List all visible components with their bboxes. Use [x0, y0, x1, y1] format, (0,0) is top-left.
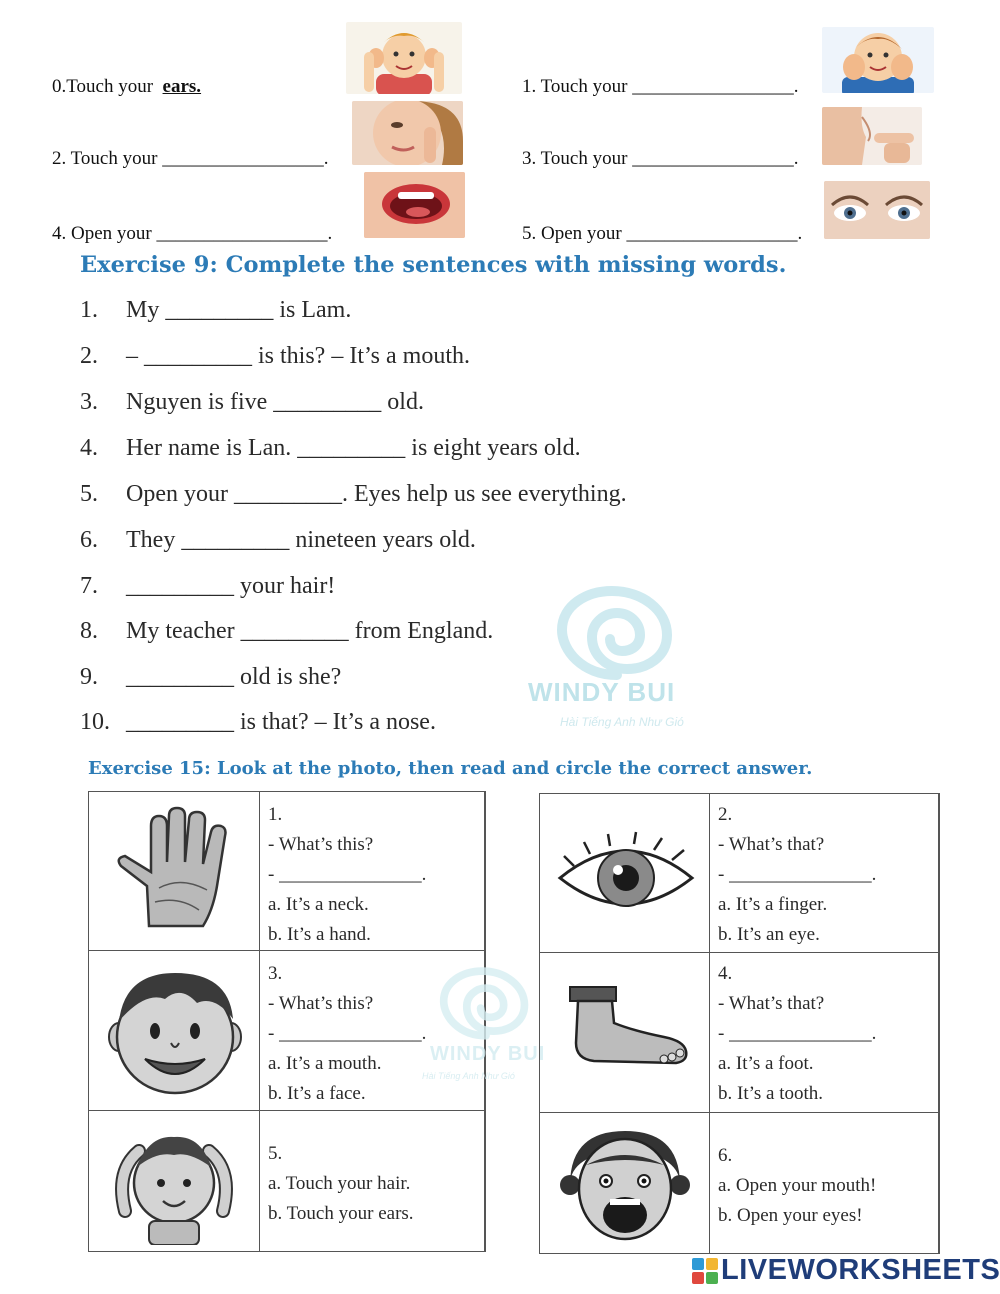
watermark-brand: WINDY BUI	[430, 1043, 546, 1065]
liveworksheets-logo-icon	[692, 1258, 718, 1284]
ex9-item-text: My _________ is Lam.	[126, 297, 352, 323]
ex9-item-text: _________ your hair!	[126, 573, 336, 599]
cell-number: 2.	[718, 804, 733, 825]
exercise-15-right-table	[539, 793, 940, 1254]
ex9-item-num: 7.	[80, 573, 98, 599]
question-cell-1	[260, 792, 485, 951]
cell-number: 1.	[268, 804, 283, 825]
boy-face-icon	[105, 965, 245, 1097]
ex9-item-4	[80, 435, 581, 462]
ex9-item-num: 10.	[80, 709, 110, 735]
cell-answer-blank: - _______________.	[718, 864, 877, 885]
woman-touching-face-image	[352, 101, 463, 165]
boy-touching-hair-icon	[109, 1121, 239, 1245]
cell-answer-blank: - _______________.	[268, 864, 427, 885]
option-a[interactable]: a. It’s a finger.	[718, 894, 828, 915]
ex9-item-text: Open your _________. Eyes help us see everything.	[126, 481, 627, 507]
top-item-0	[52, 76, 201, 98]
open-mouth-image	[364, 172, 465, 238]
option-b[interactable]: b. Touch your ears.	[268, 1203, 414, 1224]
cell-answer-blank: - _______________.	[268, 1023, 427, 1044]
cell-answer-blank: - _______________.	[718, 1023, 877, 1044]
option-b[interactable]: b. Open your eyes!	[718, 1205, 863, 1226]
cell-number: 3.	[268, 963, 283, 984]
option-a[interactable]: a. Touch your hair.	[268, 1173, 411, 1194]
top-item-2: 2. Touch your _________________.	[52, 148, 329, 169]
open-mouth-image-cell	[540, 1113, 710, 1253]
option-a[interactable]: a. Open your mouth!	[718, 1175, 877, 1196]
ex9-item-text: _________ old is she?	[126, 664, 342, 690]
top-item-1: 1. Touch your _________________.	[522, 76, 799, 97]
cell-number: 5.	[268, 1143, 283, 1164]
question-cell-4	[710, 953, 939, 1113]
boy-touching-cheeks-image	[822, 27, 934, 93]
touch-hair-image-cell	[89, 1111, 260, 1251]
ex9-item-10	[80, 709, 436, 736]
top-item-5: 5. Open your __________________.	[522, 223, 803, 244]
cell-question: - What’s that?	[718, 993, 825, 1014]
ex9-item-text: – _________ is this? – It’s a mouth.	[126, 343, 470, 369]
liveworksheets-logo[interactable]	[692, 1254, 1000, 1287]
option-b[interactable]: b. It’s a tooth.	[718, 1083, 824, 1104]
swirl-logo-icon	[552, 585, 682, 685]
eyes-image	[824, 181, 930, 239]
question-cell-6	[710, 1113, 939, 1253]
foot-image-cell	[540, 953, 710, 1113]
hand-image-cell	[89, 792, 260, 951]
ex9-item-num: 9.	[80, 664, 98, 690]
face-image-cell	[89, 951, 260, 1111]
ex9-item-5	[80, 481, 627, 508]
ex9-item-num: 4.	[80, 435, 98, 461]
ex9-item-text: Nguyen is five _________ old.	[126, 389, 424, 415]
option-b[interactable]: b. It’s a hand.	[268, 924, 371, 945]
option-b[interactable]: b. It’s an eye.	[718, 924, 820, 945]
woman-touching-nose-image	[822, 107, 922, 165]
cell-question: - What’s this?	[268, 993, 374, 1014]
eye-icon	[554, 830, 698, 920]
ex9-item-text: They _________ nineteen years old.	[126, 527, 476, 553]
top-item-4: 4. Open your __________________.	[52, 223, 333, 244]
watermark-tagline: Hài Tiếng Anh Như Gió	[560, 715, 684, 729]
watermark-tagline: Hài Tiếng Anh Như Gió	[422, 1071, 515, 1081]
eye-image-cell	[540, 794, 710, 953]
watermark-brand: WINDY BUI	[528, 677, 676, 707]
top-item-0-answer: ears.	[162, 76, 202, 97]
ex9-item-9	[80, 664, 341, 691]
ex9-item-7	[80, 573, 335, 600]
question-cell-3	[260, 951, 485, 1111]
option-a[interactable]: a. It’s a neck.	[268, 894, 369, 915]
ex9-item-num: 6.	[80, 527, 98, 553]
top-item-0-prefix: 0.Touch your	[52, 76, 154, 97]
ex9-item-text: _________ is that? – It’s a nose.	[126, 709, 436, 735]
ex9-item-6	[80, 527, 476, 554]
cell-question: - What’s this?	[268, 834, 374, 855]
ex9-item-3	[80, 389, 424, 416]
girl-open-mouth-icon	[560, 1125, 690, 1245]
ex9-item-num: 8.	[80, 618, 98, 644]
foot-icon	[564, 983, 694, 1073]
ex9-item-8	[80, 618, 493, 645]
cell-question: - What’s that?	[718, 834, 825, 855]
cell-number: 6.	[718, 1145, 733, 1166]
cell-number: 4.	[718, 963, 733, 984]
ex9-item-num: 3.	[80, 389, 98, 415]
question-cell-5	[260, 1111, 485, 1251]
exercise-9-title: Exercise 9: Complete the sentences with missing words.	[80, 252, 787, 278]
ex9-item-num: 1.	[80, 297, 98, 323]
option-b[interactable]: b. It’s a face.	[268, 1083, 366, 1104]
ex9-item-num: 2.	[80, 343, 98, 369]
question-cell-2	[710, 794, 939, 953]
option-a[interactable]: a. It’s a foot.	[718, 1053, 814, 1074]
ex9-item-1	[80, 297, 351, 324]
ex9-item-2	[80, 343, 470, 370]
windy-bui-watermark	[520, 585, 720, 735]
ex9-item-text: Her name is Lan. _________ is eight years old.	[126, 435, 581, 461]
ex9-item-num: 5.	[80, 481, 98, 507]
option-a[interactable]: a. It’s a mouth.	[268, 1053, 382, 1074]
exercise-15-title: Exercise 15: Look at the photo, then read and circle the correct answer.	[88, 758, 813, 779]
exercise-15-left-table	[88, 791, 486, 1252]
hand-icon	[111, 806, 241, 936]
boy-touching-ears-image	[346, 22, 462, 94]
top-item-3: 3. Touch your _________________.	[522, 148, 799, 169]
ex9-item-text: My teacher _________ from England.	[126, 618, 494, 644]
liveworksheets-logo-text: LIVEWORKSHEETS	[721, 1254, 1000, 1286]
